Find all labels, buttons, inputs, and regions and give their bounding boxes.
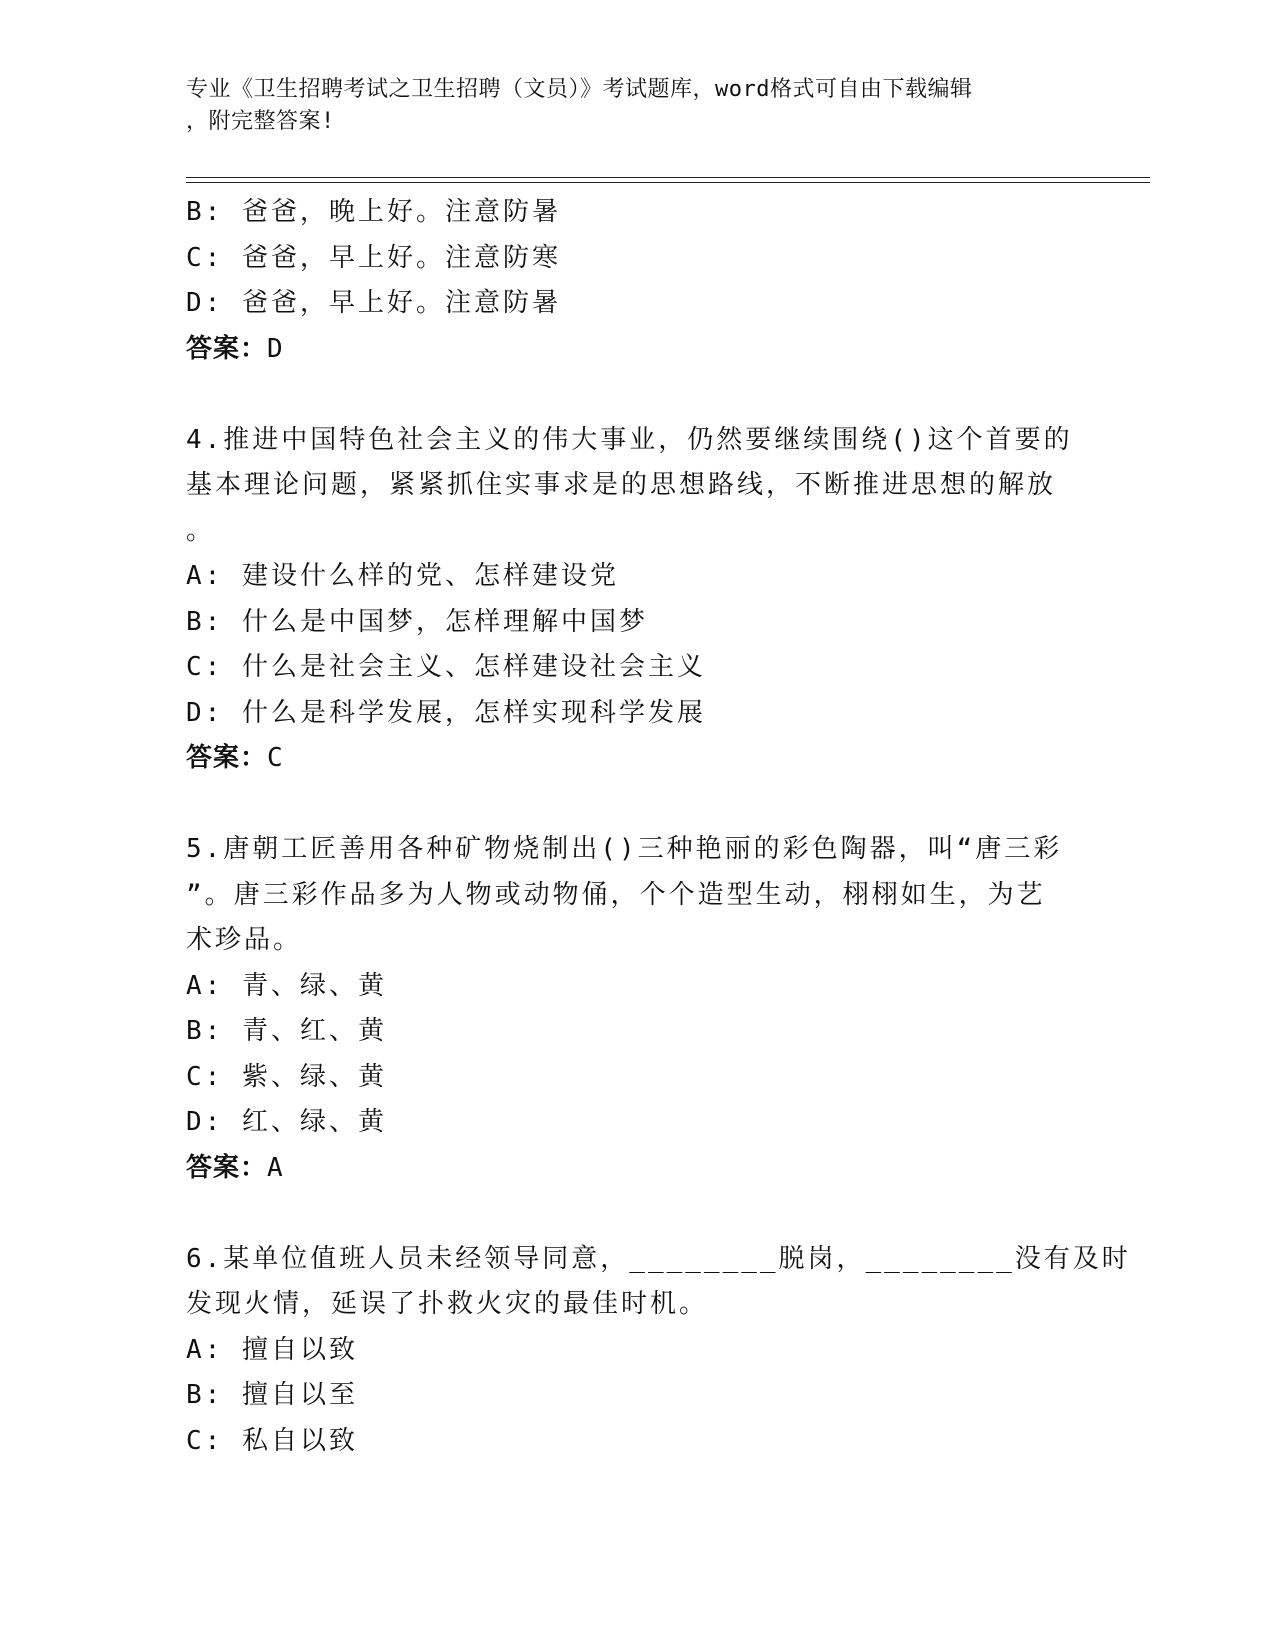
option-b: B: 擅自以至 — [186, 1380, 358, 1410]
answer-label: 答案： — [186, 333, 268, 364]
option-d: D: 爸爸，早上好。注意防暑 — [186, 288, 561, 318]
header-title-line-1: 专业《卫生招聘考试之卫生招聘（文员）》考试题库，word格式可自由下载编辑 — [186, 77, 973, 102]
question-6 — [186, 1237, 1131, 1465]
question-list — [186, 190, 1131, 1464]
option-c: C: 紫、绿、黄 — [186, 1061, 387, 1092]
question-stem-line: 发现火情，延误了扑救火灾的最佳时机。 — [186, 1289, 709, 1319]
question-stem-line: 。 — [186, 515, 216, 546]
answer-value: A — [267, 1152, 284, 1183]
question-3 — [186, 190, 1066, 372]
option-a: A: 建设什么样的党、怎样建设党 — [186, 561, 619, 591]
question-stem-line: 术珍品。 — [186, 925, 303, 955]
answer-value: C — [267, 743, 284, 773]
option-b: B: 爸爸，晚上好。注意防暑 — [186, 197, 561, 227]
answer-line — [186, 1146, 1066, 1192]
answer-line — [186, 327, 1066, 373]
question-stem-line: 6.某单位值班人员未经领导同意，________脱岗，________没有及时 — [186, 1243, 1131, 1274]
answer-value: D — [267, 333, 284, 364]
question-5 — [186, 827, 1066, 1191]
question-stem-line: ”。唐三彩作品多为人物或动物俑，个个造型生动，栩栩如生，为艺 — [186, 879, 1046, 910]
header-title-line-2: ，附完整答案! — [186, 109, 335, 134]
option-a: A: 擅自以致 — [186, 1334, 358, 1365]
answer-label: 答案： — [186, 1152, 268, 1183]
header-divider-bottom — [186, 182, 1150, 183]
option-a: A: 青、绿、黄 — [186, 970, 387, 1001]
question-stem-line: 4.推进中国特色社会主义的伟大事业，仍然要继续围绕()这个首要的 — [186, 424, 1073, 455]
option-b: B: 青、红、黄 — [186, 1016, 387, 1046]
question-spacer — [186, 372, 1066, 418]
question-spacer — [186, 782, 1066, 828]
question-4 — [186, 418, 1073, 782]
option-d: D: 什么是科学发展，怎样实现科学发展 — [186, 697, 706, 728]
option-c: C: 私自以致 — [186, 1425, 358, 1456]
question-stem-line: 5.唐朝工匠善用各种矿物烧制出()三种艳丽的彩色陶器，叫“唐三彩 — [186, 834, 1063, 864]
answer-line — [186, 736, 1066, 782]
option-c: C: 什么是社会主义、怎样建设社会主义 — [186, 652, 706, 682]
document-header — [186, 74, 1066, 138]
header-divider-top — [186, 177, 1150, 178]
question-stem-line: 基本理论问题，紧紧抓住实事求是的思想路线，不断推进思想的解放 — [186, 470, 1057, 500]
option-d: D: 红、绿、黄 — [186, 1107, 387, 1137]
option-b: B: 什么是中国梦，怎样理解中国梦 — [186, 606, 648, 637]
question-spacer — [186, 1191, 1066, 1237]
option-c: C: 爸爸，早上好。注意防寒 — [186, 242, 561, 273]
answer-label: 答案： — [186, 743, 268, 773]
